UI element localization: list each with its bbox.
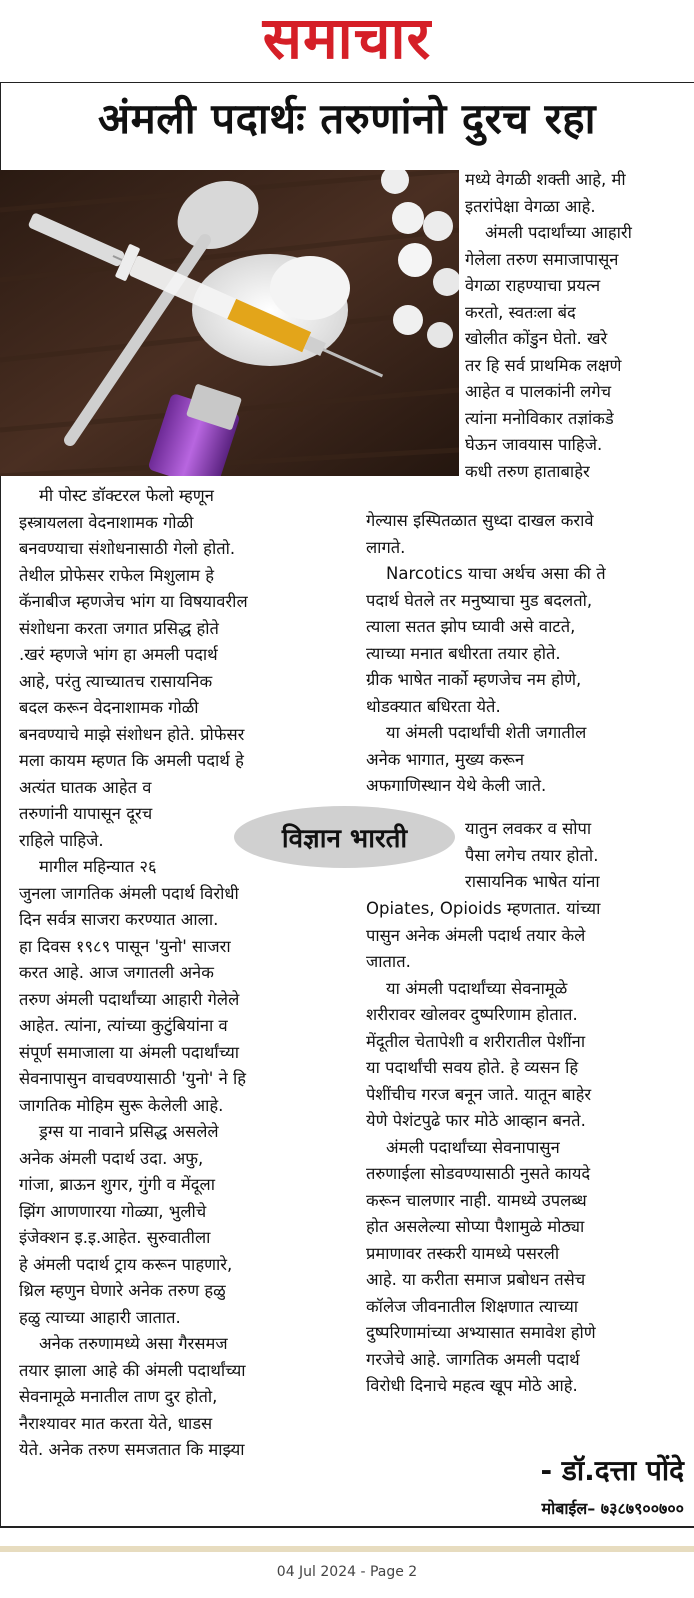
text-line: गांजा, ब्राऊन शुगर, गुंगी व मेंदूला bbox=[19, 1175, 215, 1194]
text-line: बनवण्याचे माझे संशोधन होते. प्रोफेसर bbox=[19, 724, 245, 744]
text-line: यातुन लवकर व सोपा bbox=[465, 819, 592, 838]
vigyan-bharati-badge: विज्ञान भारती bbox=[234, 806, 455, 868]
right-column-mid bbox=[366, 508, 606, 800]
text-line: अनेक तरुणामध्ये असा गैरसमज bbox=[39, 1334, 228, 1353]
text-line: सेवनापासुन वाचवण्यासाठी 'युनो' ने हि bbox=[19, 1069, 247, 1088]
text-line: येते. अनेक तरुण समजतात कि माझ्या bbox=[19, 1440, 245, 1459]
text-line: दुष्परिणामांच्या अभ्यासात समावेश होणे bbox=[366, 1323, 596, 1342]
text-line: त्याला सतत झोप घ्यावी असे वाटते, bbox=[366, 617, 576, 636]
text-line: अंमली पदार्थांच्या आहारी bbox=[485, 223, 632, 242]
footer-rule bbox=[0, 1546, 694, 1552]
text-line: गेलेला तरुण समाजापासून bbox=[465, 249, 619, 269]
text-line: अनेक अंमली पदार्थ उदा. अफु, bbox=[19, 1148, 204, 1168]
text-line: मागील महिन्यात २६ bbox=[39, 857, 157, 876]
text-line: जागतिक मोहिम सुरू केलेली आहे. bbox=[19, 1095, 224, 1115]
text-line: इतरांपेक्षा वेगळा आहे. bbox=[465, 196, 596, 216]
text-line: जातात. bbox=[366, 952, 411, 971]
text-line: करून चालणार नाही. यामध्ये उपलब्ध bbox=[366, 1190, 587, 1210]
text-line: इंजेक्शन इ.इ.आहेत. सुरुवातीला bbox=[19, 1228, 211, 1247]
text-line: खोलीत कोंडुन घेतो. खरे bbox=[465, 329, 608, 348]
text-line: पदार्थ घेतले तर मनुष्याचा मुड बदलतो, bbox=[366, 590, 593, 610]
text-line: दिन सर्वत्र साजरा करण्यात आला. bbox=[19, 910, 219, 929]
text-line: या अंमली पदार्थांच्या सेवनामूळे bbox=[386, 978, 568, 998]
article-photo bbox=[0, 170, 459, 476]
text-line: तरुणांनी यापासून दूरच bbox=[19, 804, 153, 823]
text-line: मला कायम म्हणत कि अमली पदार्थ हे bbox=[19, 751, 244, 770]
text-line: हे अंमली पदार्थ ट्राय करून पाहणारे, bbox=[19, 1254, 233, 1274]
text-line: विरोधी दिनाचे महत्व खूप मोठे आहे. bbox=[366, 1376, 578, 1395]
text-line: थोडक्यात बधिरता येते. bbox=[366, 696, 501, 716]
text-line: कॅनाबीज म्हणजेच भांग या विषयावरील bbox=[19, 592, 248, 611]
text-line: थ्रिल म्हणुन घेणारे अनेक तरुण हळु bbox=[19, 1281, 226, 1300]
text-line: प्रमाणावर तस्करी यामध्ये पसरली bbox=[366, 1243, 560, 1263]
text-line: अफगाणिस्थान येथे केली जाते. bbox=[366, 776, 547, 795]
text-line: तर हि सर्व प्राथमिक लक्षणे bbox=[465, 355, 622, 375]
masthead bbox=[0, 0, 694, 82]
text-line: नैराश्यावर मात करता येते, धाडस bbox=[19, 1413, 213, 1433]
right-column-beside-badge bbox=[465, 816, 600, 896]
text-line: गेल्यास इस्पितळात सुध्दा दाखल करावे bbox=[366, 511, 594, 530]
text-line: Opiates, Opioids म्हणतात. यांच्या bbox=[366, 899, 601, 918]
text-line: पासुन अनेक अंमली पदार्थ तयार केले bbox=[366, 925, 586, 945]
text-line: आहेत. त्यांना, त्यांच्या कुटुंबियांना व bbox=[19, 1016, 228, 1035]
text-line: अत्यंत घातक आहेत व bbox=[19, 777, 152, 797]
text-line: त्याच्या मनात बधीरता तयार होते. bbox=[366, 643, 561, 663]
author-byline: - डॉ.दत्ता पोंदे bbox=[540, 1454, 684, 1487]
text-line: करतो, स्वतःला बंद bbox=[465, 302, 576, 322]
text-line: .खरं म्हणजे भांग हा अमली पदार्थ bbox=[19, 645, 218, 664]
text-line: झिंग आणणारया गोळ्या, भुलीचे bbox=[19, 1201, 207, 1221]
text-line: अंमली पदार्थांच्या सेवनापासुन bbox=[386, 1137, 560, 1157]
text-line: शरीरावर खोलवर दुष्परिणाम होतात. bbox=[366, 1005, 578, 1024]
text-line: तेथील प्रोफेसर राफेल मिशुलाम हे bbox=[19, 565, 215, 585]
text-line: कधी तरुण हाताबाहेर bbox=[465, 461, 590, 481]
text-line: संपूर्ण समाजाला या अंमली पदार्थांच्या bbox=[19, 1042, 240, 1062]
text-line: हळु त्याच्या आहारी जातात. bbox=[19, 1307, 181, 1327]
text-line: होत असलेल्या सोप्या पैशामुळे मोठ्या bbox=[366, 1217, 585, 1236]
text-line: आहे, परंतु त्याच्यातच रासायनिक bbox=[19, 671, 213, 691]
text-line: गरजेचे आहे. जागतिक अमली पदार्थ bbox=[366, 1349, 580, 1369]
text-line: बदल करून वेदनाशामक गोळी bbox=[19, 698, 199, 717]
author-mobile: मोबाईल– ७३८७९००७०० bbox=[541, 1499, 684, 1518]
text-line: मध्ये वेगळी शक्ती आहे, मी bbox=[465, 170, 626, 189]
text-line: राहिले पाहिजे. bbox=[19, 830, 104, 850]
text-line: वेगळा राहण्याचा प्रयत्न bbox=[465, 276, 601, 295]
text-line: पेशींचीच गरज बनून जाते. यातून बाहेर bbox=[366, 1084, 592, 1104]
text-line: संशोधना करता जगात प्रसिद्ध होते bbox=[19, 618, 219, 638]
text-line: पैसा लगेच तयार होतो. bbox=[465, 845, 599, 865]
page-footer: 04 Jul 2024 - Page 2 bbox=[276, 1564, 418, 1580]
text-line: घेऊन जावयास पाहिजे. bbox=[465, 435, 603, 454]
text-line: कॉलेज जीवनातील शिक्षणात त्याच्या bbox=[366, 1296, 579, 1316]
headline: अंमली पदार्थः तरुणांनो दुरच रहा bbox=[98, 94, 596, 143]
text-line: बनवण्याचा संशोधनासाठी गेलो होतो. bbox=[19, 539, 236, 558]
drugs-photo-illustration bbox=[0, 170, 459, 476]
text-line: जुनला जागतिक अंमली पदार्थ विरोधी bbox=[19, 883, 239, 903]
text-line: मेंदूतील चेतापेशी व शरीरातील पेशींना bbox=[366, 1031, 586, 1051]
text-line: रासायनिक भाषेत यांना bbox=[465, 872, 600, 891]
right-column-top bbox=[465, 167, 632, 485]
text-line: तरुण अंमली पदार्थांच्या आहारी गेलेले bbox=[19, 989, 240, 1009]
text-line: येणे पेशंटपुढे फार मोठे आव्हान बनते. bbox=[366, 1111, 586, 1130]
masthead-logo: समाचार bbox=[262, 4, 432, 72]
right-column-bottom bbox=[366, 896, 600, 1400]
text-line: अनेक भागात, मुख्य करून bbox=[366, 749, 524, 769]
text-line: त्यांना मनोविकार तज्ञांकडे bbox=[465, 408, 614, 428]
text-line: आहेत व पालकांनी लगेच bbox=[465, 382, 612, 401]
text-line: तयार झाला आहे की अंमली पदार्थांच्या bbox=[19, 1360, 246, 1380]
text-line: हा दिवस १९८९ पासून 'युनो' साजरा bbox=[19, 936, 231, 956]
text-line: मी पोस्ट डॉक्टरल फेलो म्हणून bbox=[39, 486, 214, 505]
text-line: तरुणाईला सोडवण्यासाठी नुसते कायदे bbox=[366, 1164, 591, 1183]
text-line: या पदार्थांची सवय होते. हे व्यसन हि bbox=[366, 1058, 579, 1077]
text-line: या अंमली पदार्थांची शेती जगातील bbox=[386, 723, 587, 742]
text-line: लागते. bbox=[366, 537, 406, 557]
text-line: ग्रीक भाषेत नार्को म्हणजेच नम होणे, bbox=[366, 670, 582, 689]
text-line: Narcotics याचा अर्थच असा की ते bbox=[386, 564, 606, 583]
text-line: ड्रग्स या नावाने प्रसिद्ध असलेले bbox=[39, 1122, 219, 1141]
text-line: आहे. या करीता समाज प्रबोधन तसेच bbox=[366, 1270, 586, 1289]
left-column bbox=[19, 483, 248, 1464]
text-line: करत आहे. आज जगातली अनेक bbox=[19, 963, 214, 982]
text-line: सेवनामूळे मनातील ताण दुर होतो, bbox=[19, 1387, 218, 1406]
text-line: इस्त्रायलला वेदनाशामक गोळी bbox=[19, 512, 194, 532]
